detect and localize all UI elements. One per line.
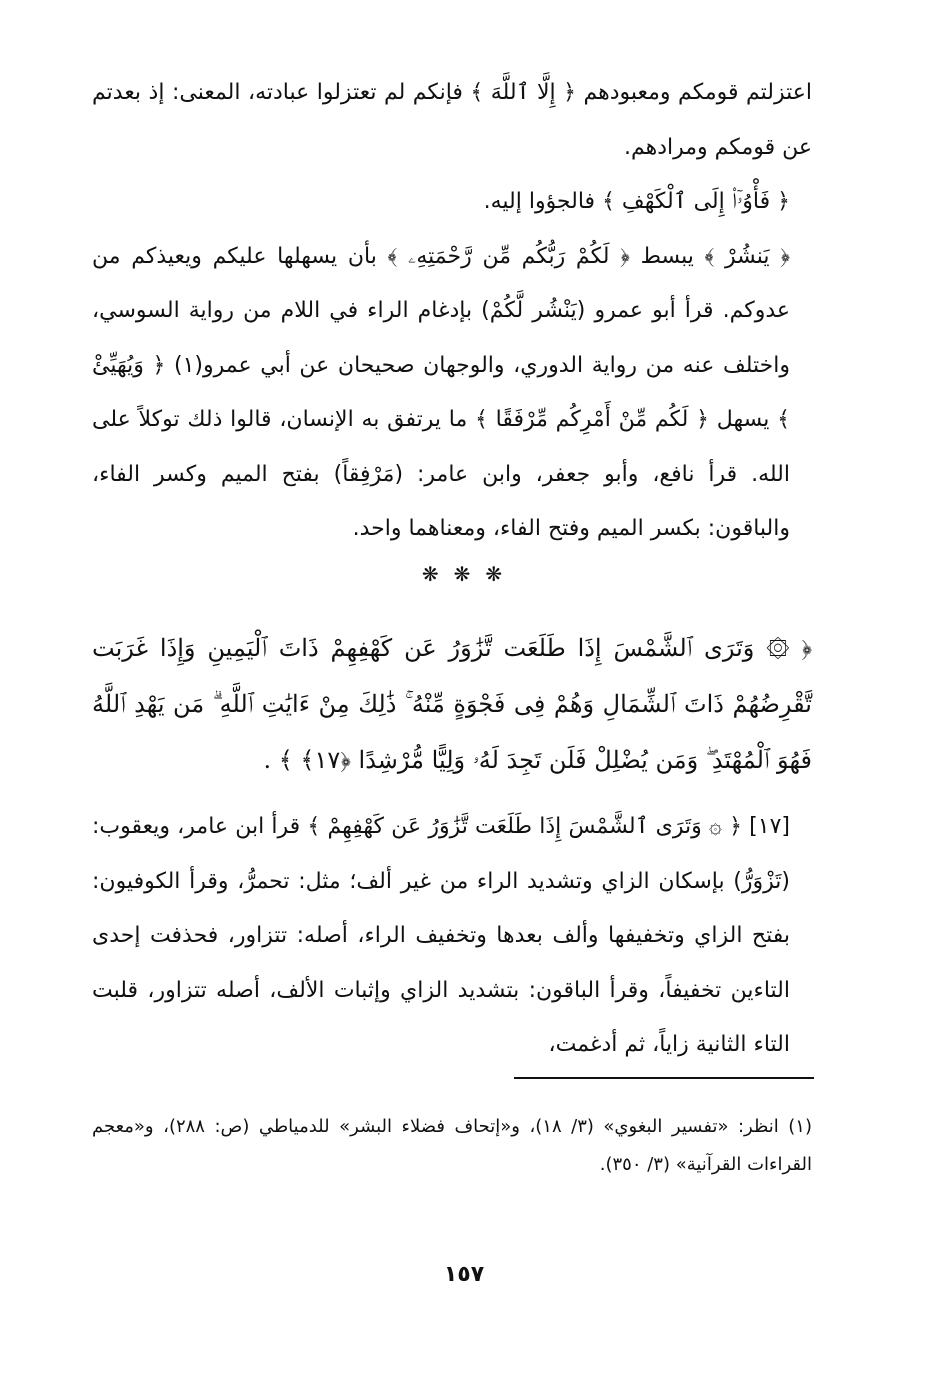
footnotes [92, 1108, 812, 1184]
main-text-top [92, 66, 812, 557]
paragraph-1: اعتزلتم قومكم ومعبودهم ﴿ إِلَّا ٱللَّهَ ﴾ فإنكم لم تعتزلوا عبادته، المعنى: إذ بعدتم عن قومكم ومرادهم. [92, 80, 812, 160]
footnote-divider [514, 1077, 814, 1079]
paragraph-2: ﴿ فَأْوُۥٓا۟ إِلَى ٱلْكَهْفِ ﴾ فالجؤوا إليه. [483, 189, 790, 214]
quran-verse: ﴿ ۞ وَتَرَى ٱلشَّمْسَ إِذَا طَلَعَت تَّزَٰوَرُ عَن كَهْفِهِمْ ذَاتَ ٱلْيَمِينِ وَإِذَا غَرَبَت تَّقْرِضُهُمْ ذَاتَ ٱلشِّمَالِ وَهُمْ فِى فَجْوَةٍ مِّنْهُ ۚ ذَٰلِكَ مِنْ ءَايَٰتِ ٱللَّهِ ۗ مَن يَهْدِ ٱللَّهُ فَهُوَ ٱلْمُهْتَدِ ۖ وَمَن يُضْلِلْ فَلَن تَجِدَ لَهُۥ وَلِيًّا مُّرْشِدًا ﴿١٧﴾ ﴾ . [92, 634, 812, 774]
main-text-bottom [92, 800, 812, 1073]
paragraph-3: ﴿ يَنشُرْ ﴾ يبسط ﴿ لَكُمْ رَبُّكُم مِّن رَّحْمَتِهِۦ ﴾ بأن يسهلها عليكم ويعيذكم من عدوكم. قرأ أبو عمرو (يَنْشُر لَّكُمْ) بإدغام الراء في اللام من رواية السوسي، واختلف عنه من رواية الدوري، والوجهان صحيحان عن أبي عمرو(١) ﴿ وَيُهَيِّئْ ﴾ يسهل ﴿ لَكُم مِّنْ أَمْرِكُم مِّرْفَقًا ﴾ ما يرتفق به الإنسان، قالوا ذلك توكلاً على الله. قرأ نافع، وأبو جعفر، وابن عامر: (مَرْفِقاً) بفتح الميم وكسر الفاء، والباقون: بكسر الميم وفتح الفاء، ومعناهما واحد. [92, 243, 790, 541]
commentary-paragraph: [١٧] ﴿ ۞ وَتَرَى ٱلشَّمْسَ إِذَا طَلَعَت تَّزَٰوَرُ عَن كَهْفِهِمْ ﴾ قرأ ابن عامر، ويعقوب: (تَزْوَرُّ) بإسكان الزاي وتشديد الراء من غير ألف؛ مثل: تحمرُّ، وقرأ الكوفيون: بفتح الزاي وتخفيفها وألف بعدها وتخفيف الراء، أصله: تتزاور، فحذفت إحدى التاءين تخفيفاً، وقرأ الباقون: بتشديد الزاي وإثبات الألف، أصله تتزاور، قلبت التاء الثانية زاياً، ثم أدغمت، [92, 814, 790, 1057]
footnote-1: (١) انظر: «تفسير البغوي» (٣/ ١٨)، و«إتحاف فضلاء البشر» للدمياطي (ص: ٢٨٨)، و«معجم القراءات القرآنية» (٣/ ٣٥٠). [92, 1116, 812, 1175]
page-number: ١٥٧ [443, 1262, 485, 1287]
section-separator: ❋ ❋ ❋ [421, 562, 507, 586]
